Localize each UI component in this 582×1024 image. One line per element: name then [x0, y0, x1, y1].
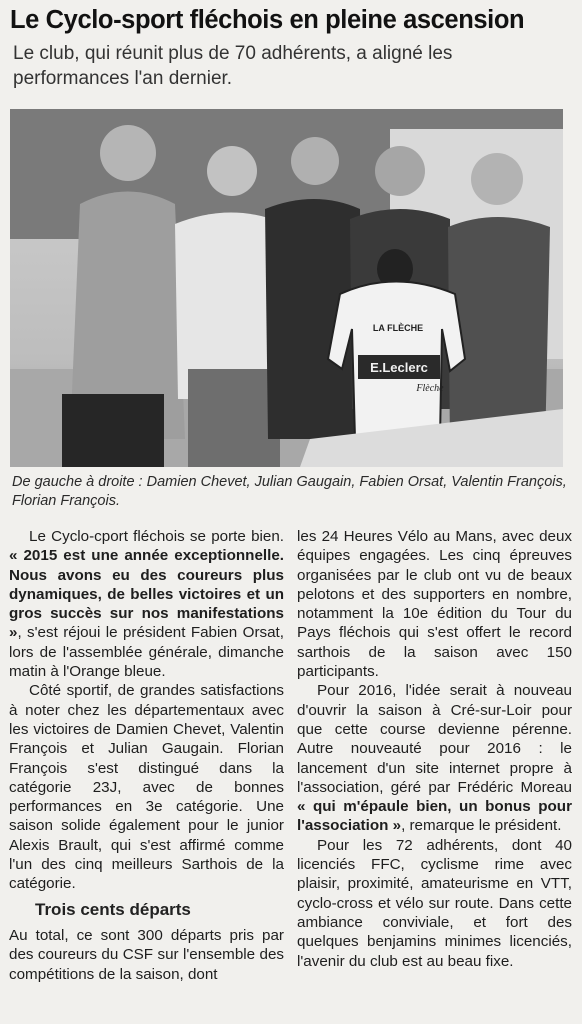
paragraph-1: [9, 527, 284, 681]
paragraph-5-end: , remarque le président.: [401, 817, 562, 835]
paragraph-5-start: Pour 2016, l'idée serait à nouveau d'ouvrir la saison à Cré-sur-Loir pour que cette course devienne pérenne. Autre nouveauté pour 2016 : le lancement d'un site internet propre à l'association, géré par Frédéric Moreau: [297, 682, 572, 796]
article-column-left: [9, 527, 284, 984]
standfirst: Le club, qui réunit plus de 70 adhérents, a aligné les performances l'an dernier.: [13, 43, 453, 89]
jersey-text-la-fleche: LA FLÈCHE: [372, 323, 424, 333]
subheading: Trois cents départs: [35, 899, 191, 919]
photo-caption: De gauche à droite : Damien Chevet, Julian Gaugain, Fabien Orsat, Valentin François, Florian François.: [12, 474, 567, 509]
paragraph-4: les 24 Heures Vélo au Mans, avec deux équipes engagées. Les cinq épreuves organisées par le club ont vu de beaux pelotons et des supporters en nombre, notamment la 10e édition du Tour du Pays fléchois qui s'est offert le record sarthois de la saison avec 150 participants.: [297, 528, 572, 681]
jersey-text-fleche: Flèche: [416, 383, 444, 394]
team-photo: [10, 109, 563, 467]
paragraph-1-end: , s'est réjoui le président Fabien Orsat, lors de l'assemblée générale, dimanche matin à l'Orange bleue.: [9, 624, 284, 681]
team-photo-illustration: [10, 109, 563, 467]
paragraph-2: Côté sportif, de grandes satisfactions à noter chez les départementaux avec les victoires de Damien Chevet, Valentin François et Julian Gaugain. Florian François s'est distingué dans la catégorie 23J, avec de bonnes performances en 3e catégorie. Une saison solide également pour le junior Alexis Brault, qui s'est affirmé comme l'un des cinq meilleurs Sarthois de la catégorie.: [9, 682, 284, 893]
paragraph-6: Pour les 72 adhérents, dont 40 licenciés FFC, cyclisme rime avec plaisir, proximité, amateurisme en VTT, cyclo-cross et vélo sur route. Dans cette ambiance conviviale, et fort des quelques benjamins minimes licenciés, l'avenir du club est au beau fixe.: [297, 836, 572, 970]
president-quote: « 2015 est une année exceptionnelle. Nous avons eu des coureurs plus dynamiques, de belles victoires et un gros succès sur nos manifestations »: [9, 547, 284, 642]
headline: Le Cyclo-sport fléchois en pleine ascension: [10, 6, 525, 34]
jersey-text-leclerc: E.Leclerc: [370, 360, 428, 375]
paragraph-3: Au total, ce sont 300 départs pris par des coureurs du CSF sur l'ensemble des compétitions de la saison, dont: [9, 926, 284, 983]
article-column-right: [297, 527, 572, 971]
paragraph-1-intro: Le Cyclo-cport fléchois se porte bien.: [29, 528, 284, 545]
paragraph-5: [297, 681, 572, 835]
moreau-quote: « qui m'épaule bien, un bonus pour l'association »: [297, 798, 572, 835]
